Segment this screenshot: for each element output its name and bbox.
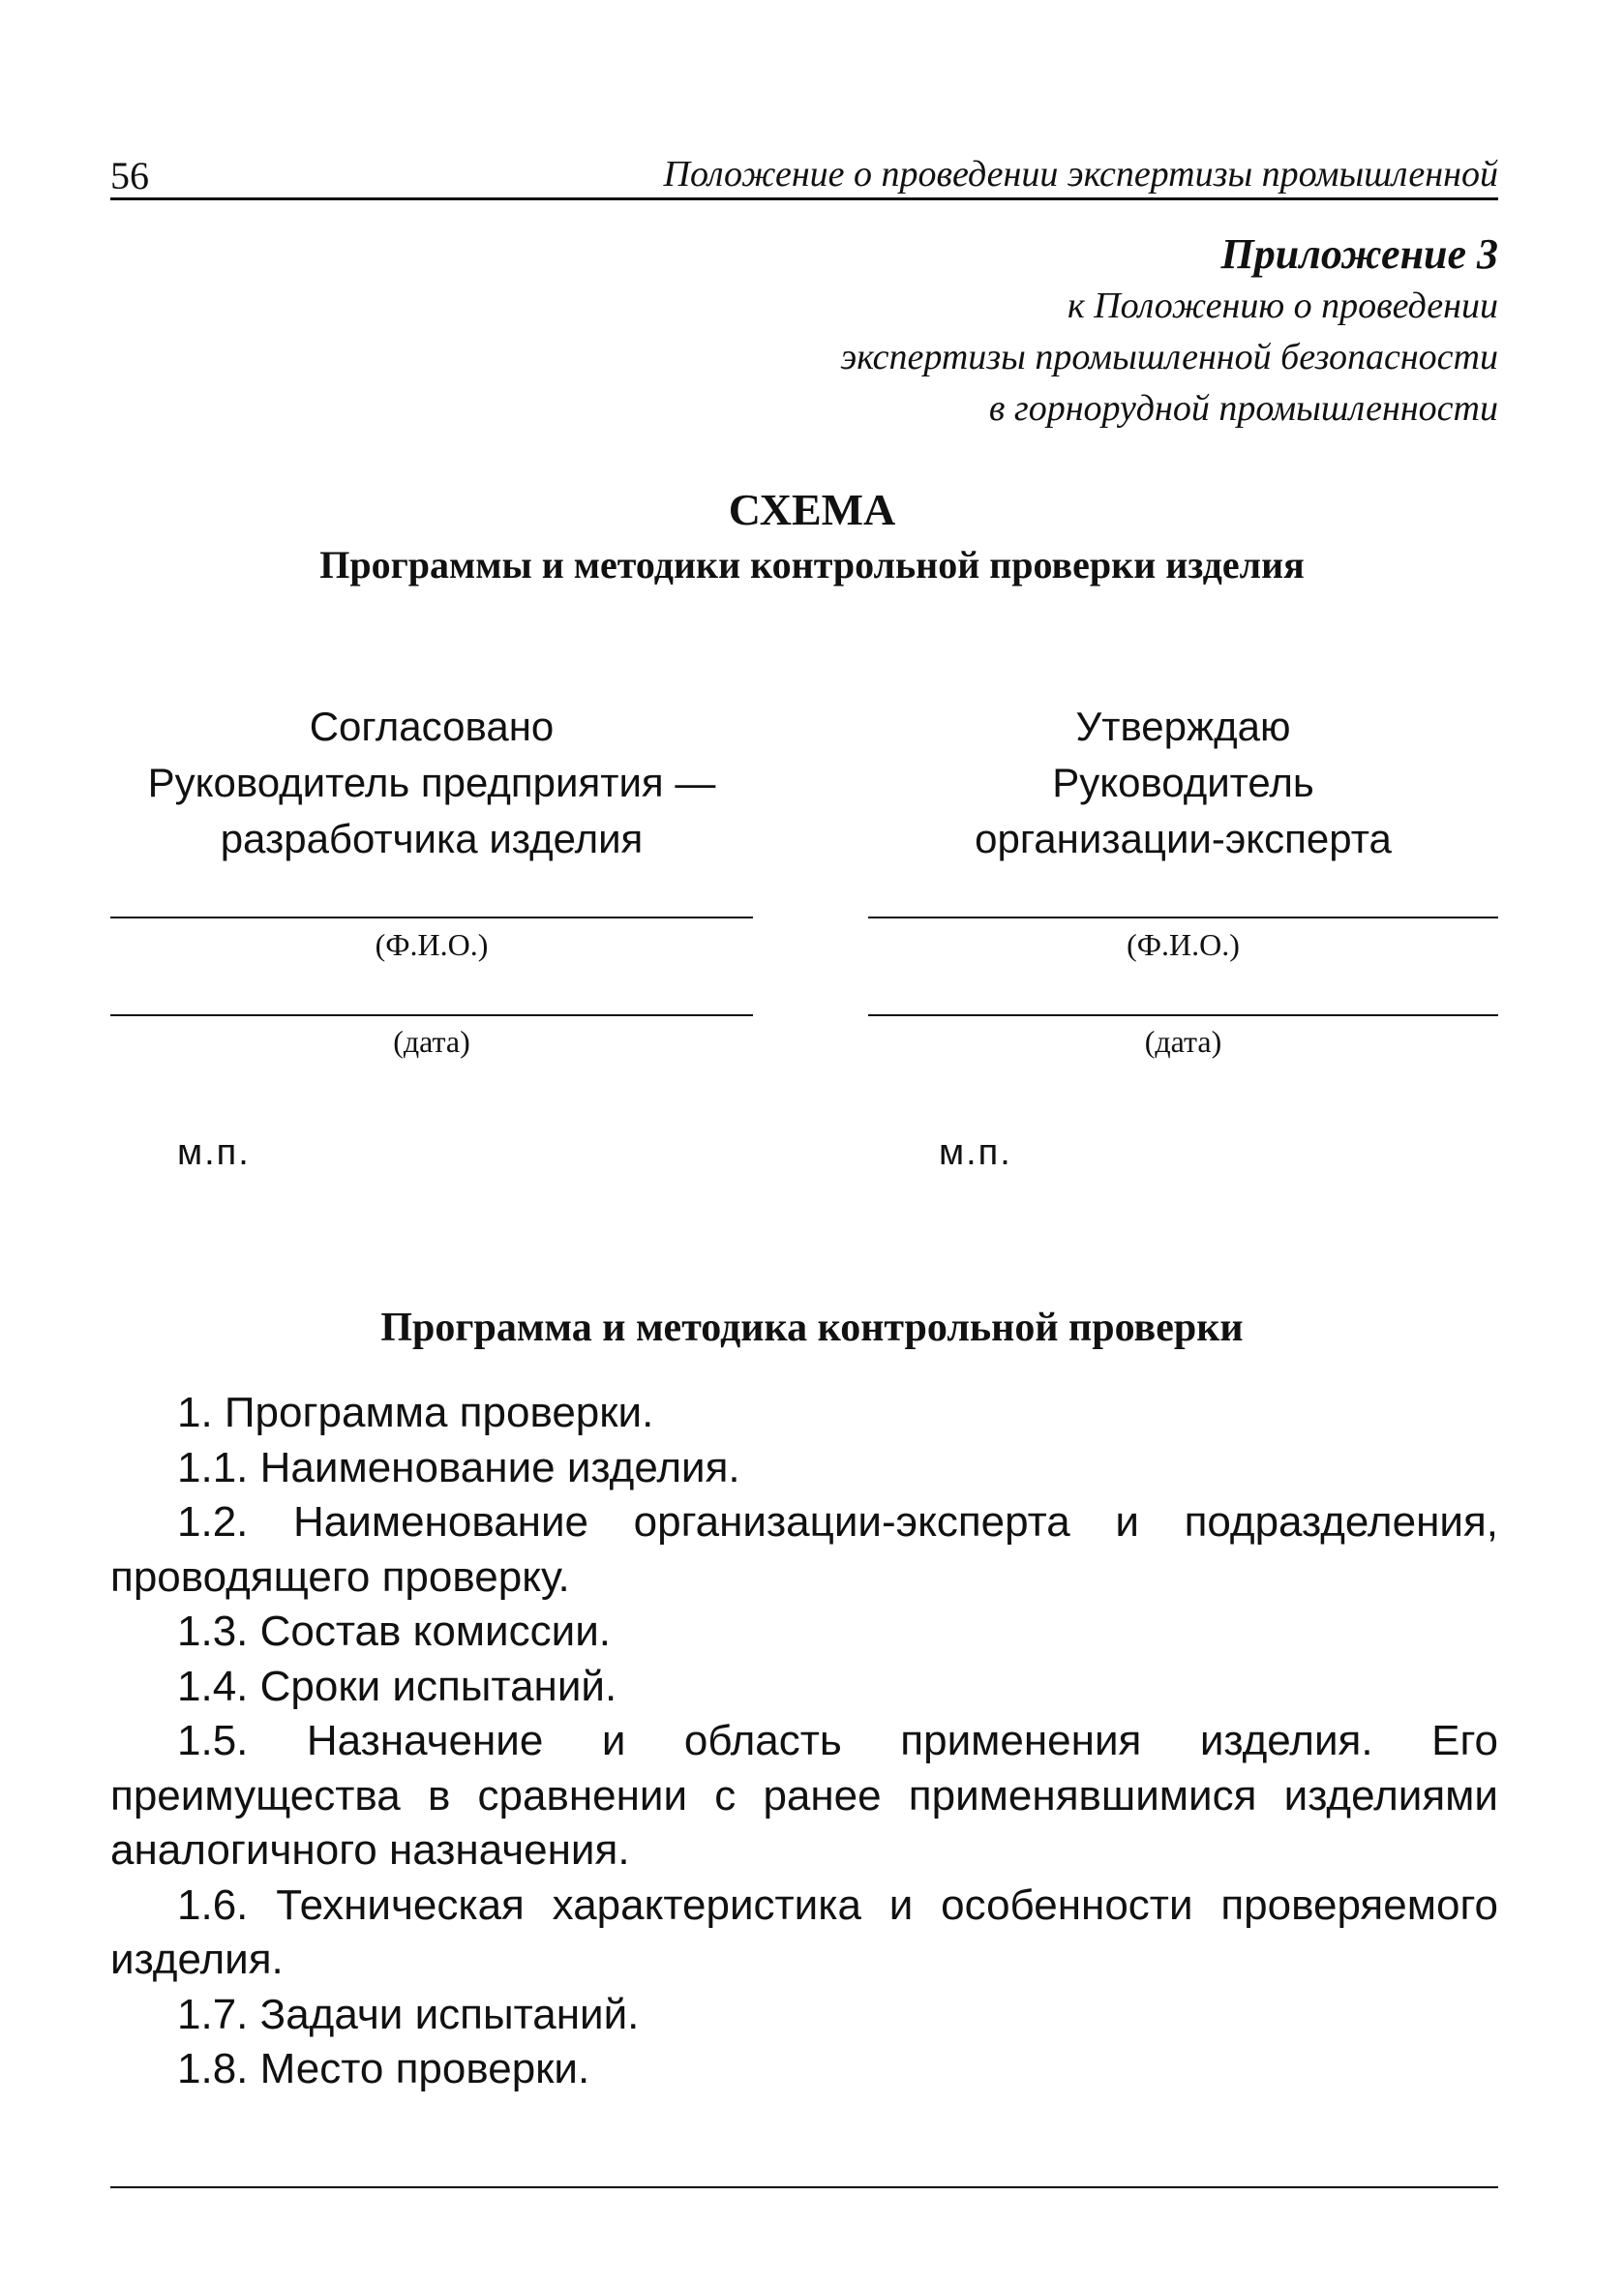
list-item: 1.2. Наименование организации-эксперта и подразделения, проводящего проверку.: [110, 1498, 1498, 1601]
signature-block-agreed: [110, 699, 753, 867]
list-item: 1.4. Сроки испытаний.: [177, 1662, 617, 1710]
stamp-place-left: м.п.: [177, 1132, 251, 1173]
program-title: Программа и методика контрольной проверки: [380, 1306, 1244, 1350]
signature-line: разработчика изделия: [220, 816, 644, 861]
list-item: 1.5. Назначение и область применения изделия. Его преимущества в сравнении с ранее применявшимися изделиями аналогичного назначения.: [110, 1717, 1498, 1874]
signature-line: организации-эксперта: [975, 816, 1392, 861]
signature-line: Руководитель предприятия —: [147, 760, 716, 805]
header-rule: [110, 197, 1498, 200]
list-item: 1.7. Задачи испытаний.: [177, 1990, 640, 2038]
name-signature-line-left: [110, 917, 753, 918]
appendix-title: Приложение 3: [1220, 230, 1498, 278]
list-item: 1.8. Место проверки.: [177, 2045, 590, 2092]
date-line-right: [868, 1014, 1498, 1016]
name-signature-line-right: [868, 917, 1498, 918]
appendix-line: к Положению о проведении: [1067, 286, 1498, 326]
name-caption-right: (Ф.И.О.): [1127, 927, 1240, 962]
list-item: 1.1. Наименование изделия.: [177, 1443, 740, 1491]
signature-line: Согласовано: [309, 704, 555, 749]
list-item: 1.6. Техническая характеристика и особенности проверяемого изделия.: [110, 1880, 1498, 1983]
appendix-line: в горнорудной промышленности: [988, 388, 1498, 429]
program-items: [110, 1386, 1498, 2097]
list-item: 1.3. Состав комиссии.: [177, 1608, 612, 1655]
signature-line: Утверждаю: [1075, 704, 1291, 749]
schema-title: СХЕМА: [728, 485, 896, 534]
date-line-left: [110, 1014, 753, 1016]
footer-rule: [110, 2186, 1498, 2188]
schema-subtitle: Программы и методики контрольной проверки изделия: [319, 543, 1305, 587]
appendix-line: экспертизы промышленной безопасности: [840, 337, 1498, 377]
running-header: Положение о проведении экспертизы промышленной: [663, 154, 1498, 195]
signature-line: Руководитель: [1052, 760, 1314, 805]
name-caption-left: (Ф.И.О.): [375, 927, 489, 962]
date-caption-right: (дата): [1144, 1024, 1222, 1059]
stamp-place-right: м.п.: [939, 1132, 1012, 1173]
signature-block-approved: [868, 699, 1498, 867]
page-number: 56: [110, 154, 149, 197]
date-caption-left: (дата): [393, 1024, 470, 1059]
appendix-block: [841, 228, 1498, 435]
list-item: 1. Программа проверки.: [177, 1389, 654, 1436]
